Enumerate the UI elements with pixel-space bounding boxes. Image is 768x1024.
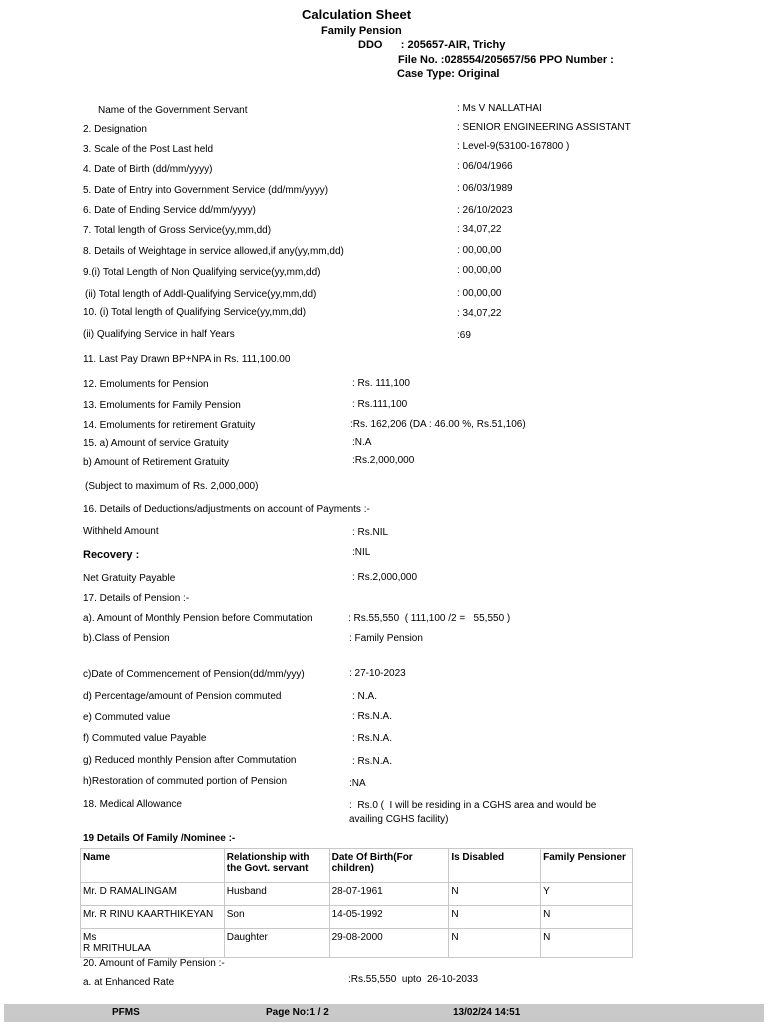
footer-page-number: Page No:1 / 2 xyxy=(266,1007,329,1018)
field-value: : 00,00,00 xyxy=(457,288,502,299)
field-label: (ii) Qualifying Service in half Years xyxy=(83,329,235,340)
net-gratuity-label: Net Gratuity Payable xyxy=(83,573,176,584)
pension-label: g) Reduced monthly Pension after Commutation xyxy=(83,755,297,766)
table-cell: N xyxy=(541,906,633,929)
page-footer xyxy=(4,1004,764,1022)
pension-label: b).Class of Pension xyxy=(83,633,170,644)
table-row xyxy=(81,929,633,958)
enhanced-rate-value: :Rs.55,550 upto 26-10-2033 xyxy=(348,974,479,985)
table-cell: Y xyxy=(541,883,633,906)
field-value: : 06/03/1989 xyxy=(457,183,513,194)
field-value: : 34,07,22 xyxy=(457,224,502,235)
field-label: 9.(i) Total Length of Non Qualifying service(yy,mm,dd) xyxy=(83,267,321,278)
table-cell: Son xyxy=(224,906,329,929)
field-value: : 00,00,00 xyxy=(457,265,502,276)
field-label: 6. Date of Ending Service dd/mm/yyyy) xyxy=(83,205,256,216)
family-table xyxy=(80,848,633,958)
pension-value: : 27-10-2023 xyxy=(349,668,406,679)
emolument-value: :Rs.2,000,000 xyxy=(352,455,415,466)
withheld-label: Withheld Amount xyxy=(83,526,159,537)
emolument-label: 14. Emoluments for retirement Gratuity xyxy=(83,420,256,431)
table-cell: Ms R MRITHULAA xyxy=(81,929,225,958)
ddo-line: DDO : 205657-AIR, Trichy xyxy=(358,39,506,51)
table-cell: N xyxy=(541,929,633,958)
field-label: 5. Date of Entry into Government Service (dd/mm/yyyy) xyxy=(83,185,329,196)
table-cell: Mr. D RAMALINGAM xyxy=(81,883,225,906)
recovery-value: :NIL xyxy=(352,547,371,558)
medical-allowance-value: : Rs.0 ( I will be residing in a CGHS area and would be xyxy=(349,800,597,811)
field-label: 3. Scale of the Post Last held xyxy=(83,144,214,155)
field-value: :69 xyxy=(457,330,471,341)
field-value: : Level-9(53100-167800 ) xyxy=(457,141,570,152)
table-cell: Husband xyxy=(224,883,329,906)
pension-value: : Rs.55,550 ( 111,100 /2 = 55,550 ) xyxy=(348,613,511,624)
table-cell: 14-05-1992 xyxy=(329,906,449,929)
pension-label: d) Percentage/amount of Pension commuted xyxy=(83,691,282,702)
field-label: 8. Details of Weightage in service allowed,if any(yy,mm,dd) xyxy=(83,246,344,257)
table-cell: 29-08-2000 xyxy=(329,929,449,958)
emolument-value: :N.A xyxy=(352,437,372,448)
field-label: 10. (i) Total length of Qualifying Service(yy,mm,dd) xyxy=(83,307,307,318)
family-pension-heading: 20. Amount of Family Pension :- xyxy=(83,958,225,969)
column-header: Family Pensioner xyxy=(541,849,633,883)
emolument-label: 13. Emoluments for Family Pension xyxy=(83,400,241,411)
pension-label: f) Commuted value Payable xyxy=(83,733,207,744)
deductions-heading: 16. Details of Deductions/adjustments on account of Payments :- xyxy=(83,504,370,515)
column-header: Name xyxy=(81,849,225,883)
pension-value: : Rs.N.A. xyxy=(352,756,393,767)
pension-label: e) Commuted value xyxy=(83,712,171,723)
net-gratuity-value: : Rs.2,000,000 xyxy=(352,572,418,583)
table-cell: N xyxy=(449,906,541,929)
withheld-value: : Rs.NIL xyxy=(352,527,389,538)
table-cell: 28-07-1961 xyxy=(329,883,449,906)
page-title: Calculation Sheet xyxy=(302,7,412,22)
pension-label: h)Restoration of commuted portion of Pension xyxy=(83,776,287,787)
table-cell: Daughter xyxy=(224,929,329,958)
field-value: : 34,07,22 xyxy=(457,308,502,319)
field-label: 4. Date of Birth (dd/mm/yyyy) xyxy=(83,164,213,175)
recovery-label: Recovery : xyxy=(83,549,140,561)
enhanced-rate-label: a. at Enhanced Rate xyxy=(83,977,175,988)
file-number-line: File No. :028554/205657/56 PPO Number : xyxy=(398,54,614,66)
emolument-label: b) Amount of Retirement Gratuity xyxy=(83,457,230,468)
last-pay-drawn: 11. Last Pay Drawn BP+NPA in Rs. 111,100.00 xyxy=(83,354,291,365)
field-value: : Ms V NALLATHAI xyxy=(457,103,542,114)
pension-value: : Rs.N.A. xyxy=(352,733,393,744)
table-row xyxy=(81,883,633,906)
field-value: : 26/10/2023 xyxy=(457,205,513,216)
field-value: : 00,00,00 xyxy=(457,245,502,256)
field-label: Name of the Government Servant xyxy=(98,105,248,116)
column-header: Relationship with the Govt. servant xyxy=(224,849,329,883)
emolument-value: :Rs. 162,206 (DA : 46.00 %, Rs.51,106) xyxy=(350,419,526,430)
field-label: 2. Designation xyxy=(83,124,147,135)
pension-label: a). Amount of Monthly Pension before Commutation xyxy=(83,613,313,624)
table-header-row xyxy=(81,849,633,883)
subject-note: (Subject to maximum of Rs. 2,000,000) xyxy=(85,481,259,492)
field-label: 7. Total length of Gross Service(yy,mm,dd) xyxy=(83,225,272,236)
table-cell: N xyxy=(449,883,541,906)
column-header: Is Disabled xyxy=(449,849,541,883)
pension-value: : Rs.N.A. xyxy=(352,711,393,722)
emolument-label: 12. Emoluments for Pension xyxy=(83,379,209,390)
pension-value: :NA xyxy=(349,778,366,789)
table-row xyxy=(81,906,633,929)
pension-label: c)Date of Commencement of Pension(dd/mm/yyy) xyxy=(83,669,305,680)
field-label: (ii) Total length of Addl-Qualifying Service(yy,mm,dd) xyxy=(85,289,317,300)
family-heading: 19 Details Of Family /Nominee :- xyxy=(83,833,236,844)
field-value: : SENIOR ENGINEERING ASSISTANT xyxy=(457,122,631,133)
footer-source: PFMS xyxy=(112,1007,140,1018)
footer-timestamp: 13/02/24 14:51 xyxy=(453,1007,521,1018)
medical-allowance-value-cont: availing CGHS facility) xyxy=(349,814,449,825)
medical-allowance-label: 18. Medical Allowance xyxy=(83,799,182,810)
column-header: Date Of Birth(For children) xyxy=(329,849,449,883)
emolument-value: : Rs. 111,100 xyxy=(352,378,410,389)
table-cell: N xyxy=(449,929,541,958)
page-subtitle: Family Pension xyxy=(321,25,402,37)
pension-heading: 17. Details of Pension :- xyxy=(83,593,190,604)
case-type-line: Case Type: Original xyxy=(397,68,500,80)
pension-value: : Family Pension xyxy=(349,633,423,644)
emolument-value: : Rs.111,100 xyxy=(352,399,408,410)
emolument-label: 15. a) Amount of service Gratuity xyxy=(83,438,229,449)
field-value: : 06/04/1966 xyxy=(457,161,513,172)
table-cell: Mr. R RINU KAARTHIKEYAN xyxy=(81,906,225,929)
pension-value: : N.A. xyxy=(352,691,378,702)
